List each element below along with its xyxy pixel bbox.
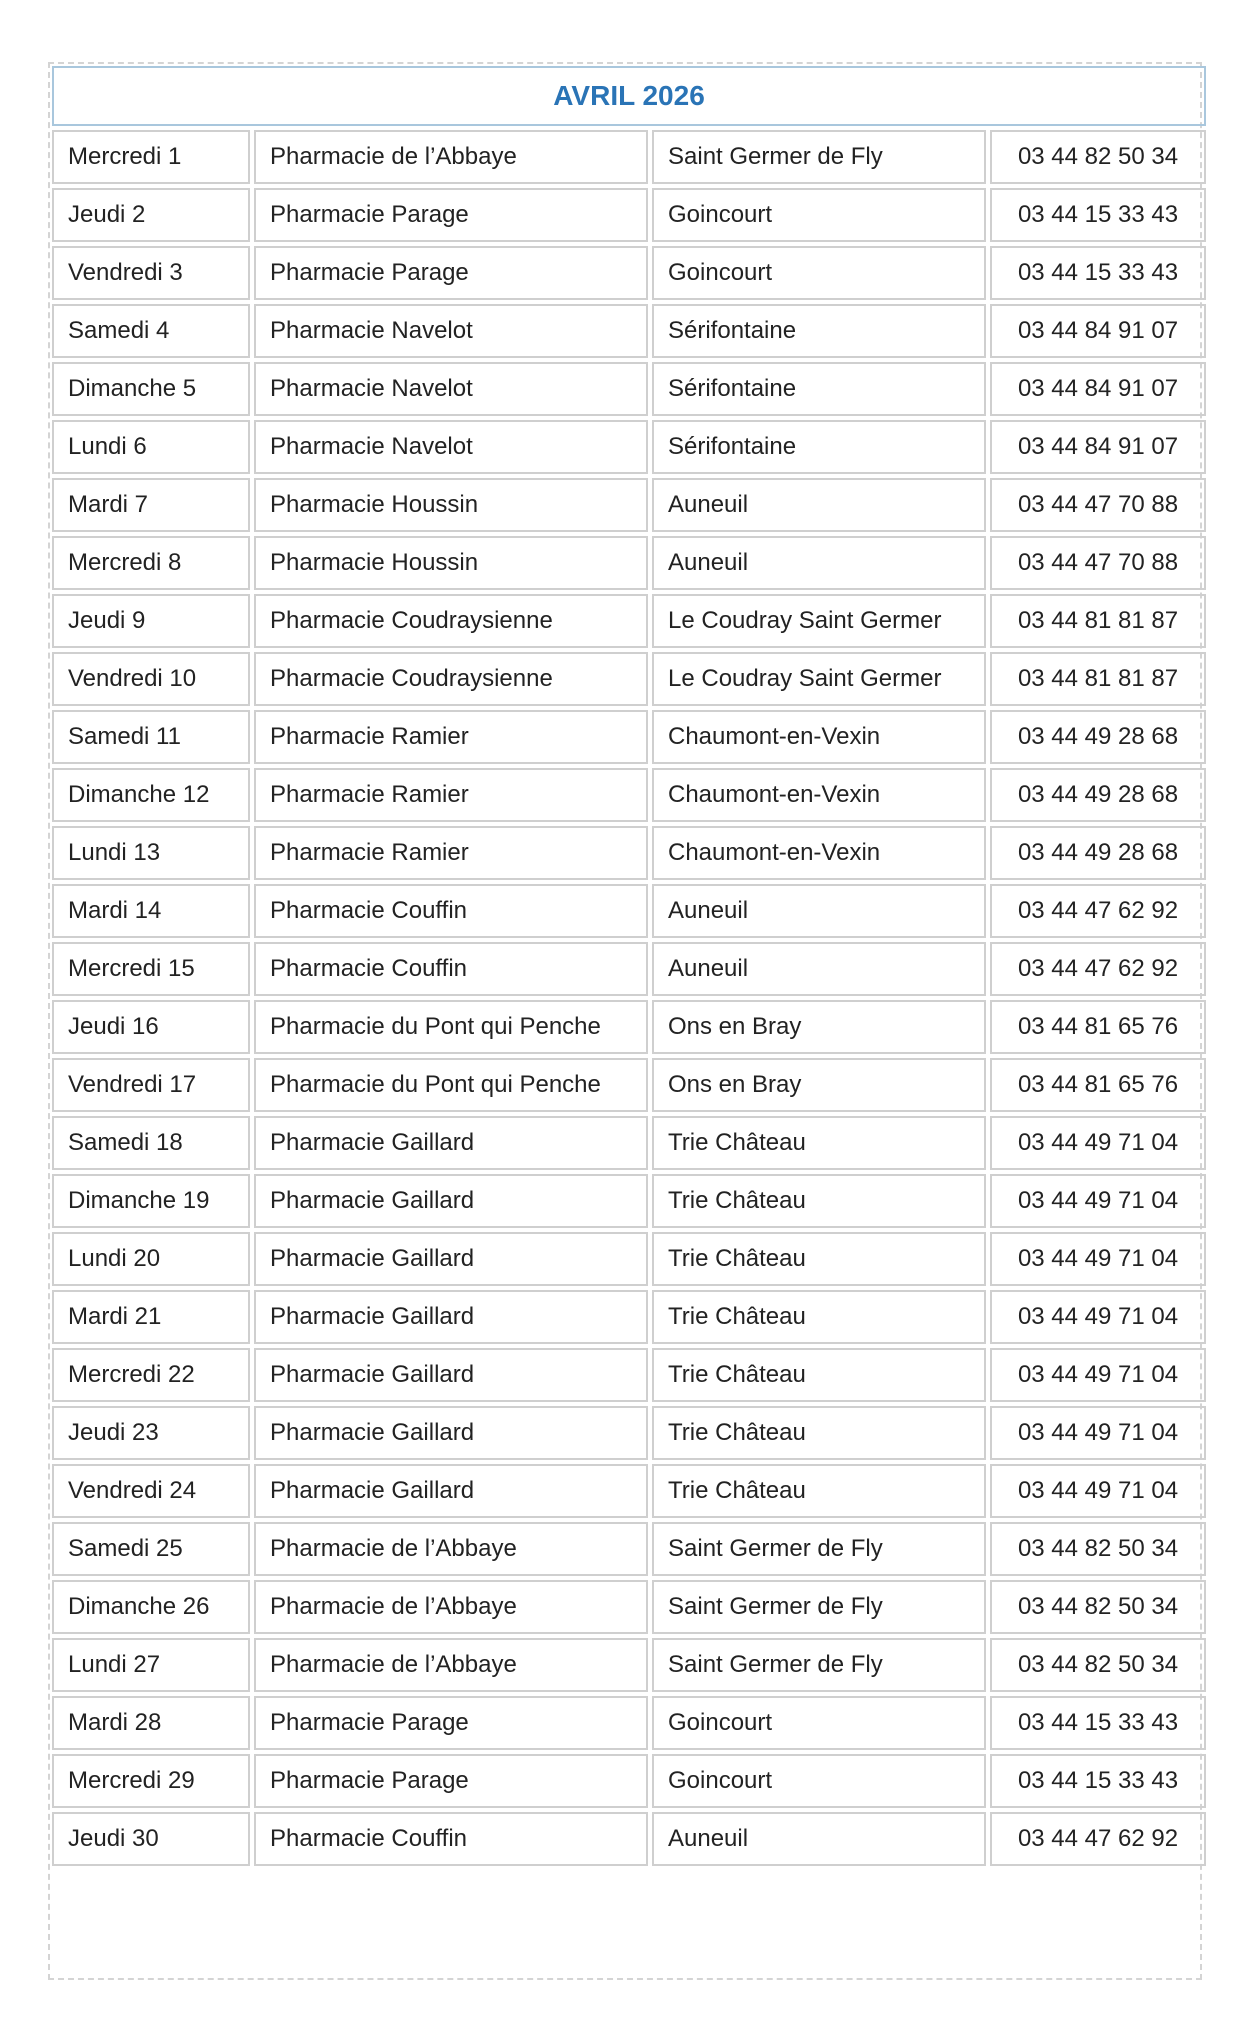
- day-cell: Dimanche 26: [52, 1580, 250, 1634]
- pharmacy-cell: Pharmacie Gaillard: [254, 1232, 648, 1286]
- phone-cell: 03 44 49 71 04: [990, 1348, 1206, 1402]
- table-row: [52, 826, 1206, 880]
- pharmacy-cell: Pharmacie Coudraysienne: [254, 594, 648, 648]
- day-cell: Vendredi 24: [52, 1464, 250, 1518]
- month-title: AVRIL 2026: [52, 66, 1206, 126]
- phone-cell: 03 44 15 33 43: [990, 188, 1206, 242]
- phone-cell: 03 44 82 50 34: [990, 1580, 1206, 1634]
- phone-cell: 03 44 47 62 92: [990, 942, 1206, 996]
- city-cell: Goincourt: [652, 1696, 986, 1750]
- day-cell: Lundi 6: [52, 420, 250, 474]
- city-cell: Goincourt: [652, 246, 986, 300]
- table-row: [52, 362, 1206, 416]
- city-cell: Trie Château: [652, 1406, 986, 1460]
- day-cell: Jeudi 2: [52, 188, 250, 242]
- city-cell: Auneuil: [652, 478, 986, 532]
- city-cell: Trie Château: [652, 1232, 986, 1286]
- city-cell: Auneuil: [652, 536, 986, 590]
- pharmacy-cell: Pharmacie Houssin: [254, 536, 648, 590]
- pharmacy-cell: Pharmacie de l’Abbaye: [254, 1638, 648, 1692]
- city-cell: Le Coudray Saint Germer: [652, 652, 986, 706]
- phone-cell: 03 44 49 71 04: [990, 1290, 1206, 1344]
- phone-cell: 03 44 47 70 88: [990, 536, 1206, 590]
- table-row: [52, 420, 1206, 474]
- table-row: [52, 304, 1206, 358]
- table-row: [52, 1290, 1206, 1344]
- table-row: [52, 1232, 1206, 1286]
- phone-cell: 03 44 49 71 04: [990, 1116, 1206, 1170]
- pharmacy-cell: Pharmacie du Pont qui Penche: [254, 1000, 648, 1054]
- pharmacy-cell: Pharmacie Gaillard: [254, 1290, 648, 1344]
- table-row: [52, 1580, 1206, 1634]
- pharmacy-cell: Pharmacie Gaillard: [254, 1464, 648, 1518]
- pharmacy-cell: Pharmacie Gaillard: [254, 1174, 648, 1228]
- phone-cell: 03 44 47 62 92: [990, 1812, 1206, 1866]
- pharmacy-cell: Pharmacie Navelot: [254, 362, 648, 416]
- phone-cell: 03 44 15 33 43: [990, 246, 1206, 300]
- day-cell: Dimanche 19: [52, 1174, 250, 1228]
- day-cell: Vendredi 3: [52, 246, 250, 300]
- day-cell: Samedi 4: [52, 304, 250, 358]
- day-cell: Samedi 25: [52, 1522, 250, 1576]
- city-cell: Chaumont-en-Vexin: [652, 710, 986, 764]
- day-cell: Dimanche 12: [52, 768, 250, 822]
- city-cell: Ons en Bray: [652, 1058, 986, 1112]
- pharmacy-cell: Pharmacie Gaillard: [254, 1116, 648, 1170]
- phone-cell: 03 44 84 91 07: [990, 420, 1206, 474]
- city-cell: Saint Germer de Fly: [652, 1522, 986, 1576]
- pharmacy-cell: Pharmacie Parage: [254, 1696, 648, 1750]
- city-cell: Sérifontaine: [652, 362, 986, 416]
- table-row: [52, 478, 1206, 532]
- pharmacy-cell: Pharmacie Parage: [254, 188, 648, 242]
- table-row: [52, 1812, 1206, 1866]
- city-cell: Auneuil: [652, 1812, 986, 1866]
- day-cell: Lundi 27: [52, 1638, 250, 1692]
- pharmacy-cell: Pharmacie Gaillard: [254, 1348, 648, 1402]
- phone-cell: 03 44 49 71 04: [990, 1174, 1206, 1228]
- day-cell: Vendredi 10: [52, 652, 250, 706]
- pharmacy-cell: Pharmacie Navelot: [254, 420, 648, 474]
- city-cell: Trie Château: [652, 1348, 986, 1402]
- phone-cell: 03 44 15 33 43: [990, 1754, 1206, 1808]
- pharmacy-cell: Pharmacie de l’Abbaye: [254, 130, 648, 184]
- table-row: [52, 1638, 1206, 1692]
- phone-cell: 03 44 84 91 07: [990, 304, 1206, 358]
- table-row: [52, 594, 1206, 648]
- pharmacy-cell: Pharmacie de l’Abbaye: [254, 1580, 648, 1634]
- city-cell: Chaumont-en-Vexin: [652, 768, 986, 822]
- phone-cell: 03 44 82 50 34: [990, 1638, 1206, 1692]
- city-cell: Trie Château: [652, 1174, 986, 1228]
- table-body: [52, 130, 1206, 1866]
- pharmacy-cell: Pharmacie Couffin: [254, 942, 648, 996]
- city-cell: Ons en Bray: [652, 1000, 986, 1054]
- pharmacy-cell: Pharmacie Ramier: [254, 768, 648, 822]
- table-row: [52, 130, 1206, 184]
- table-row: [52, 768, 1206, 822]
- pharmacy-cell: Pharmacie Ramier: [254, 710, 648, 764]
- city-cell: Saint Germer de Fly: [652, 130, 986, 184]
- table-row: [52, 1116, 1206, 1170]
- phone-cell: 03 44 49 28 68: [990, 826, 1206, 880]
- city-cell: Sérifontaine: [652, 304, 986, 358]
- table-row: [52, 536, 1206, 590]
- city-cell: Goincourt: [652, 188, 986, 242]
- day-cell: Samedi 11: [52, 710, 250, 764]
- phone-cell: 03 44 81 81 87: [990, 652, 1206, 706]
- table-row: [52, 1522, 1206, 1576]
- pharmacy-cell: Pharmacie du Pont qui Penche: [254, 1058, 648, 1112]
- table-row: [52, 884, 1206, 938]
- day-cell: Mardi 28: [52, 1696, 250, 1750]
- pharmacy-cell: Pharmacie Gaillard: [254, 1406, 648, 1460]
- city-cell: Chaumont-en-Vexin: [652, 826, 986, 880]
- phone-cell: 03 44 47 70 88: [990, 478, 1206, 532]
- day-cell: Jeudi 16: [52, 1000, 250, 1054]
- city-cell: Auneuil: [652, 884, 986, 938]
- day-cell: Dimanche 5: [52, 362, 250, 416]
- table-row: [52, 188, 1206, 242]
- day-cell: Mardi 7: [52, 478, 250, 532]
- phone-cell: 03 44 81 65 76: [990, 1000, 1206, 1054]
- day-cell: Mercredi 15: [52, 942, 250, 996]
- pharmacy-cell: Pharmacie Parage: [254, 246, 648, 300]
- table-row: [52, 710, 1206, 764]
- phone-cell: 03 44 49 71 04: [990, 1232, 1206, 1286]
- day-cell: Mercredi 1: [52, 130, 250, 184]
- phone-cell: 03 44 15 33 43: [990, 1696, 1206, 1750]
- table-row: [52, 1174, 1206, 1228]
- phone-cell: 03 44 81 81 87: [990, 594, 1206, 648]
- day-cell: Mercredi 8: [52, 536, 250, 590]
- city-cell: Sérifontaine: [652, 420, 986, 474]
- table-row: [52, 1058, 1206, 1112]
- table-title-row: [52, 66, 1206, 126]
- table-row: [52, 652, 1206, 706]
- pharmacy-cell: Pharmacie Navelot: [254, 304, 648, 358]
- phone-cell: 03 44 47 62 92: [990, 884, 1206, 938]
- city-cell: Saint Germer de Fly: [652, 1580, 986, 1634]
- table-row: [52, 942, 1206, 996]
- phone-cell: 03 44 49 28 68: [990, 710, 1206, 764]
- day-cell: Mercredi 29: [52, 1754, 250, 1808]
- table-row: [52, 1348, 1206, 1402]
- city-cell: Saint Germer de Fly: [652, 1638, 986, 1692]
- table-row: [52, 1696, 1206, 1750]
- pharmacy-cell: Pharmacie Couffin: [254, 1812, 648, 1866]
- day-cell: Lundi 20: [52, 1232, 250, 1286]
- phone-cell: 03 44 49 71 04: [990, 1406, 1206, 1460]
- phone-cell: 03 44 49 71 04: [990, 1464, 1206, 1518]
- phone-cell: 03 44 81 65 76: [990, 1058, 1206, 1112]
- table-row: [52, 1406, 1206, 1460]
- table-row: [52, 246, 1206, 300]
- city-cell: Trie Château: [652, 1464, 986, 1518]
- table-row: [52, 1000, 1206, 1054]
- pharmacy-cell: Pharmacie Ramier: [254, 826, 648, 880]
- day-cell: Vendredi 17: [52, 1058, 250, 1112]
- phone-cell: 03 44 84 91 07: [990, 362, 1206, 416]
- city-cell: Auneuil: [652, 942, 986, 996]
- table-row: [52, 1754, 1206, 1808]
- city-cell: Trie Château: [652, 1290, 986, 1344]
- pharmacy-cell: Pharmacie Couffin: [254, 884, 648, 938]
- day-cell: Samedi 18: [52, 1116, 250, 1170]
- day-cell: Jeudi 9: [52, 594, 250, 648]
- city-cell: Goincourt: [652, 1754, 986, 1808]
- pharmacy-cell: Pharmacie Coudraysienne: [254, 652, 648, 706]
- day-cell: Jeudi 23: [52, 1406, 250, 1460]
- day-cell: Mercredi 22: [52, 1348, 250, 1402]
- phone-cell: 03 44 49 28 68: [990, 768, 1206, 822]
- pharmacy-duty-table: [48, 62, 1210, 1870]
- city-cell: Le Coudray Saint Germer: [652, 594, 986, 648]
- pharmacy-cell: Pharmacie de l’Abbaye: [254, 1522, 648, 1576]
- day-cell: Lundi 13: [52, 826, 250, 880]
- phone-cell: 03 44 82 50 34: [990, 1522, 1206, 1576]
- pharmacy-cell: Pharmacie Parage: [254, 1754, 648, 1808]
- table-row: [52, 1464, 1206, 1518]
- day-cell: Jeudi 30: [52, 1812, 250, 1866]
- pharmacy-cell: Pharmacie Houssin: [254, 478, 648, 532]
- day-cell: Mardi 21: [52, 1290, 250, 1344]
- phone-cell: 03 44 82 50 34: [990, 130, 1206, 184]
- day-cell: Mardi 14: [52, 884, 250, 938]
- city-cell: Trie Château: [652, 1116, 986, 1170]
